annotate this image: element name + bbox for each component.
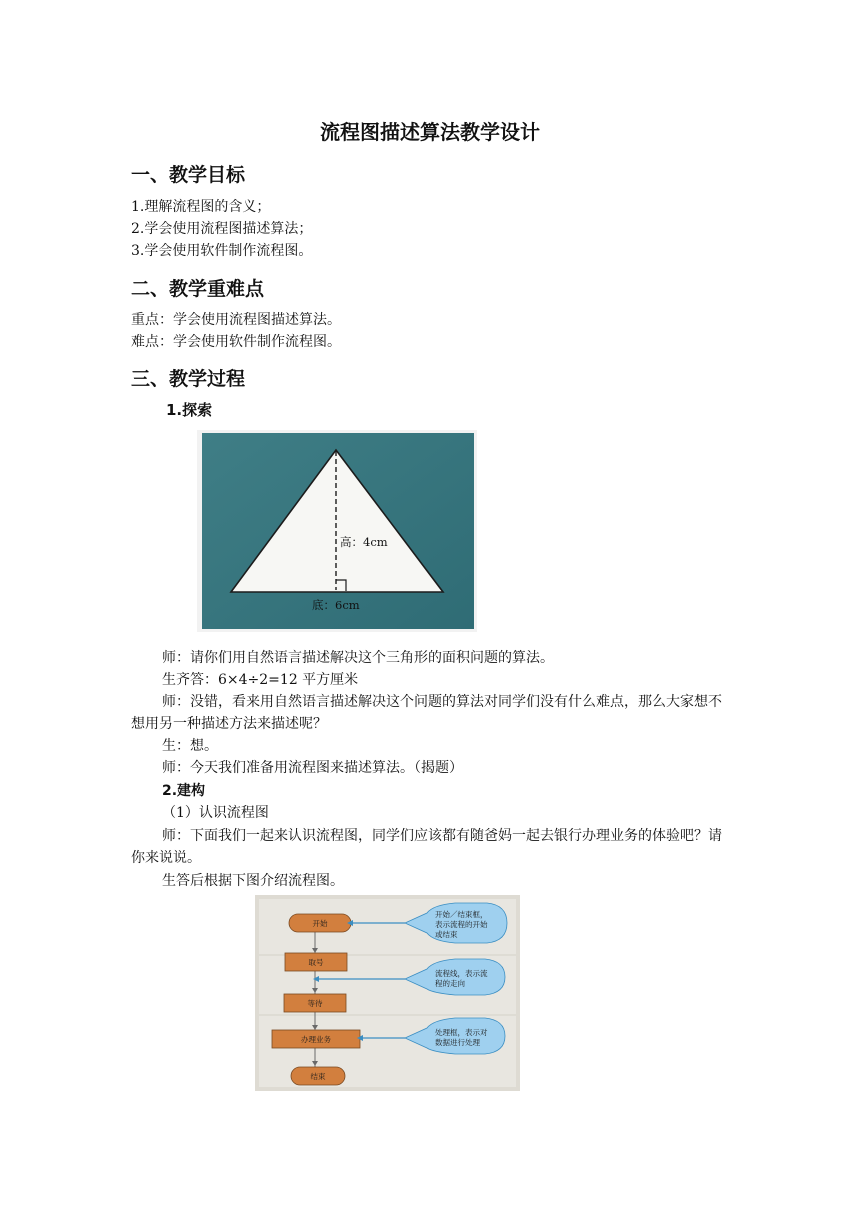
- subheading-explore: 1.探索: [166, 401, 213, 419]
- section-heading-goals: 一、教学目标: [131, 164, 246, 186]
- dialog-paragraph: 师：没错，看来用自然语言描述解决这个问题的算法对同学们没有什么难点，那么大家想不想用另一种描述方法来描述呢？: [131, 694, 722, 732]
- subsection-label: （1）认识流程图: [162, 805, 269, 821]
- goal-item: 1.理解流程图的含义；: [131, 199, 271, 215]
- note-text: 程的走向: [435, 979, 465, 988]
- step-label: 取号: [308, 958, 324, 967]
- goal-item: 2.学会使用流程图描述算法；: [131, 221, 313, 237]
- dialog-line: 生答后根据下图介绍流程图。: [162, 873, 344, 889]
- dialog-line: 生齐答：6×4÷2=12 平方厘米: [162, 672, 359, 688]
- note-text: 或结束: [435, 930, 458, 939]
- note-text: 数据进行处理: [435, 1038, 480, 1047]
- step-label: 等待: [307, 999, 323, 1008]
- note-text: 表示流程的开始: [435, 920, 488, 929]
- note-text: 处理框，表示对: [435, 1028, 488, 1037]
- dialog-line: 师：请你们用自然语言描述解决这个三角形的面积问题的算法。: [162, 650, 554, 666]
- section-heading-keypoints: 二、教学重难点: [131, 278, 265, 300]
- page-title: 流程图描述算法教学设计: [320, 120, 540, 144]
- note-text: 流程线，表示流: [435, 969, 488, 978]
- dialog-paragraph: 师：下面我们一起来认识流程图，同学们应该都有随爸妈一起去银行办理业务的体验吧？请你来说说。: [131, 828, 722, 866]
- keypoint-item: 重点：学会使用流程图描述算法。: [131, 312, 341, 328]
- section-heading-process: 三、教学过程: [131, 368, 246, 390]
- subheading-construct: 2.建构: [162, 783, 206, 799]
- flowchart-figure: [255, 895, 520, 1091]
- goal-item: 3.学会使用软件制作流程图。: [131, 243, 313, 259]
- note-text: 开始／结束框，: [435, 910, 488, 919]
- step-label: 开始: [312, 919, 328, 928]
- height-label: 高：4cm: [340, 535, 388, 549]
- keypoint-item: 难点：学会使用软件制作流程图。: [131, 334, 341, 350]
- dialog-line: 师：今天我们准备用流程图来描述算法。（揭题）: [162, 760, 463, 776]
- triangle-figure: [197, 430, 477, 632]
- dialog-line: 生：想。: [162, 738, 218, 754]
- base-label: 底：6cm: [312, 598, 360, 612]
- step-label: 办理业务: [301, 1035, 331, 1044]
- step-label: 结束: [310, 1072, 326, 1081]
